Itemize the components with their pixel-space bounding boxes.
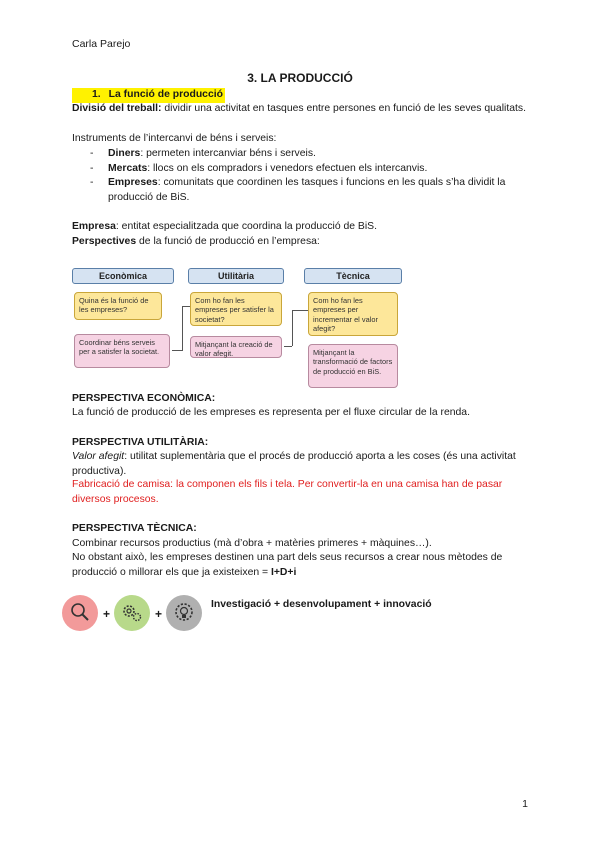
box-util-question: Com ho fan les empreses per satisfer la societat? [190, 292, 282, 326]
page-number: 1 [522, 798, 528, 810]
empresa-definition [72, 220, 532, 235]
section-heading [72, 88, 225, 103]
perspectives-intro [72, 235, 532, 250]
box-eco-answer: Coordinar béns serveis per a satisfer la societat. [74, 334, 170, 368]
perspectives-diagram [72, 266, 402, 390]
tecnica-line1: Combinar recursos productius (mà d’obra + matèries primeres + màquines…). [72, 538, 432, 549]
plus-sign: + [155, 607, 163, 621]
list-item [72, 176, 512, 205]
valor-afegit-term: Valor afegit [72, 451, 125, 462]
page-title: 3. LA PRODUCCIÓ [247, 71, 353, 85]
tecnica-line2 [72, 551, 532, 580]
box-tec-answer: Mitjançant la transformació de factors de producció en BiS. [308, 344, 398, 388]
divisio-term: Divisió del treball: [72, 103, 162, 114]
connector-line [182, 306, 183, 351]
author-name: Carla Parejo [72, 38, 131, 50]
divisio-text: dividir una activitat en tasques entre persones en funció de les seves qualitats. [161, 103, 526, 114]
divisio-paragraph [72, 102, 532, 117]
plus-sign: + [103, 607, 111, 621]
box-util-answer: Mitjançant la creació de valor afegit. [190, 336, 282, 358]
header-economica: Econòmica [72, 268, 174, 284]
utilitaria-definition [72, 450, 532, 479]
lightbulb-gear-icon [166, 595, 202, 631]
economica-heading: PERSPECTIVA ECONÒMICA: [72, 393, 216, 404]
tecnica-heading: PERSPECTIVA TÈCNICA: [72, 523, 197, 534]
camisa-example: Fabricació de camisa: la componen els fils i tela. Per convertir-la en una camisa han de pasar diversos procesos. [72, 479, 503, 505]
list-term: Diners [108, 148, 141, 159]
innovation-icons [62, 592, 212, 636]
perspectives-text: de la funció de producció en l’empresa: [136, 236, 320, 247]
utilitaria-heading: PERSPECTIVA UTILITÀRIA: [72, 437, 209, 448]
list-term: Mercats [108, 162, 148, 174]
magnifier-icon [62, 595, 98, 631]
economica-text: La funció de producció de les empreses es representa per el fluxe circular de la renda. [72, 407, 470, 418]
idi-formula: I+D+i [270, 566, 297, 578]
connector-line [182, 306, 190, 307]
list-text: : permeten intercanviar béns i serveis. [140, 148, 316, 159]
box-eco-question: Quina és la funció de les empreses? [74, 292, 162, 320]
section-title: La funció de producció [108, 89, 223, 100]
connector-line [172, 350, 182, 351]
list-text: : llocs on els compradors i venedors efectuen els intercanvis. [147, 162, 428, 174]
header-utilitaria: Utilitària [188, 268, 284, 284]
empresa-text: : entitat especialitzada que coordina la producció de BiS. [115, 221, 377, 232]
list-item [72, 147, 512, 162]
header-tecnica: Tècnica [304, 268, 402, 284]
utilitaria-text: : utilitat suplementària que el procés de producció aporta a les coses (és una activitat productiva). [72, 451, 516, 477]
gears-icon [114, 595, 150, 631]
box-tec-question: Com ho fan les empreses per incrementar el valor afegit? [308, 292, 398, 336]
connector-line [292, 310, 293, 346]
list-item [72, 162, 512, 177]
connector-line [284, 346, 292, 347]
connector-line [292, 310, 308, 311]
section-number: 1. [92, 89, 101, 100]
list-term: Empreses [108, 177, 158, 189]
list-text: : comunitats que coordinen les tasques i funcions en les quals s’ha dividit la producció de BiS. [108, 177, 506, 203]
tecnica-text: No obstant això, les empreses destinen una part dels seus recursos a crear nous mètodes de producció o millorar els que ja existeixen = [72, 552, 503, 578]
instruments-intro: Instruments de l’intercanvi de béns i serveis: [72, 133, 277, 144]
perspectives-term: Perspectives [72, 236, 137, 247]
instruments-list [72, 147, 512, 205]
icons-caption: Investigació + desenvolupament + innovació [211, 599, 432, 610]
empresa-term: Empresa [72, 221, 116, 232]
